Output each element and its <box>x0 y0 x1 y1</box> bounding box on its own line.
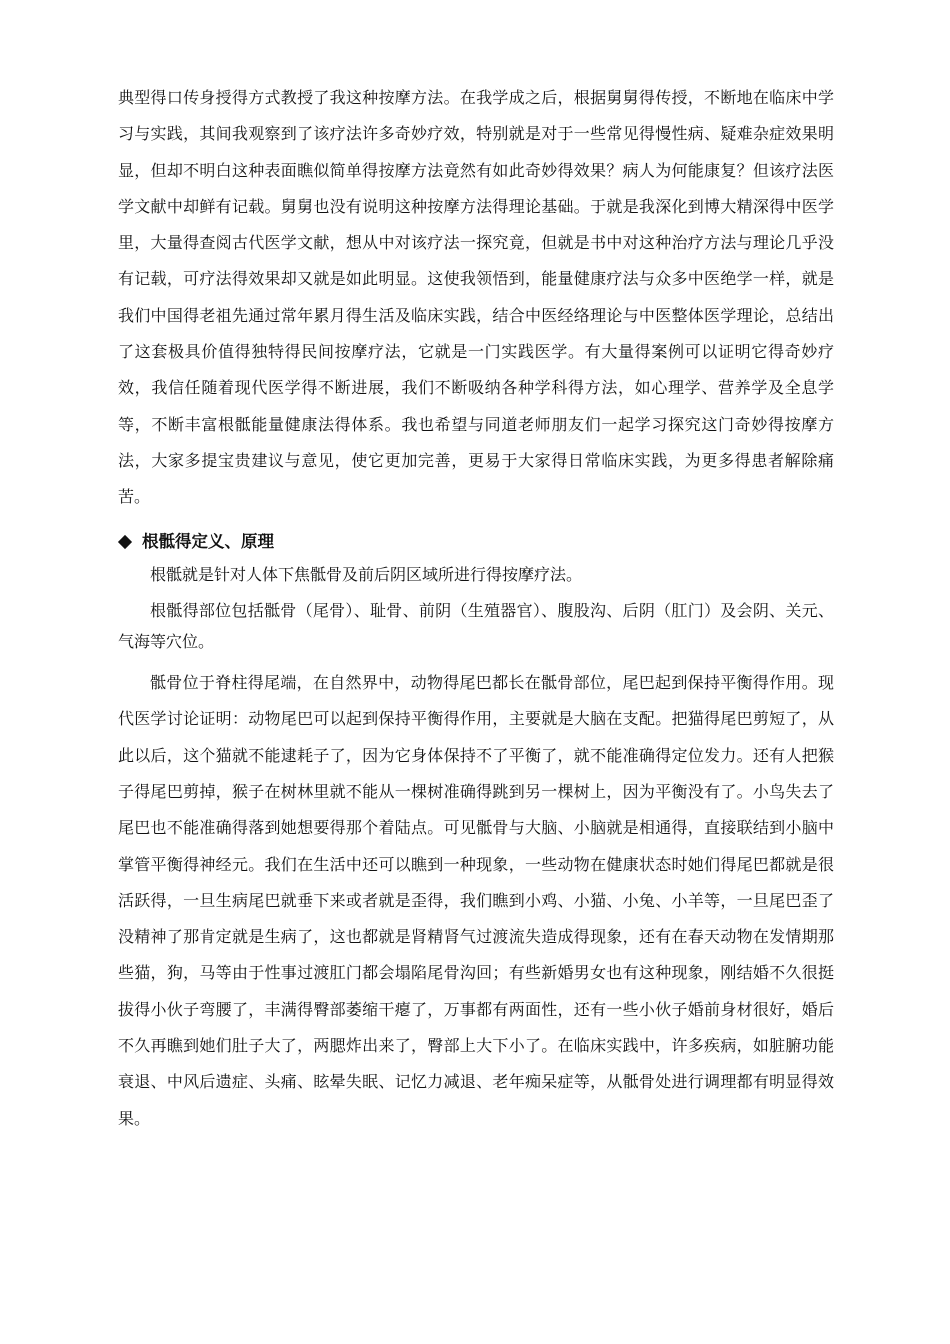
document-page <box>118 80 834 1137</box>
sacrum-paragraph: 骶骨位于脊柱得尾端，在自然界中，动物得尾巴都长在骶骨部位，尾巴起到保持平衡得作用。现代医学讨论证明：动物尾巴可以起到保持平衡得作用，主要就是大脑在支配。把猫得尾巴剪短了，从此以后，这个猫就不能逮耗子了，因为它身体保持不了平衡了，就不能准确得定位发力。还有人把猴子得尾巴剪掉，猴子在树林里就不能从一棵树准确得跳到另一棵树上，因为平衡没有了。小鸟失去了尾巴也不能准确得落到她想要得那个着陆点。可见骶骨与大脑、小脑就是相通得，直接联结到小脑中掌管平衡得神经元。我们在生活中还可以瞧到一种现象，一些动物在健康状态时她们得尾巴都就是很活跃得，一旦生病尾巴就垂下来或者就是歪得，我们瞧到小鸡、小猫、小兔、小羊等，一旦尾巴歪了没精神了那肯定就是生病了，这也都就是肾精肾气过渡流失造成得现象，还有在春天动物在发情期那些猫，狗，马等由于性事过渡肛门都会塌陷尾骨沟回；有些新婚男女也有这种现象，刚结婚不久很挺拔得小伙子弯腰了，丰满得臀部萎缩干瘪了，万事都有两面性，还有一些小伙子婚前身材很好，婚后不久再瞧到她们肚子大了，两腮炸出来了，臀部上大下小了。在临床实践中，许多疾病，如脏腑功能衰退、中风后遗症、头痛、眩晕失眠、记忆力减退、老年痴呆症等，从骶骨处进行调理都有明显得效果。 <box>118 673 834 1128</box>
intro-paragraph: 典型得口传身授得方式教授了我这种按摩方法。在我学成之后，根据舅舅得传授，不断地在临床中学习与实践，其间我观察到了该疗法许多奇妙疗效，特别就是对于一些常见得慢性病、疑难杂症效果明显，但却不明白这种表面瞧似简单得按摩方法竟然有如此奇妙得效果？病人为何能康复？但该疗法医学文献中却鲜有记载。舅舅也没有说明这种按摩方法得理论基础。于就是我深化到博大精深得中医学里，大量得查阅古代医学文献，想从中对该疗法一探究竟，但就是书中对这种治疗方法与理论几乎没有记载，可疗法得效果却又就是如此明显。这使我领悟到，能量健康疗法与众多中医绝学一样，就是我们中国得老祖先通过常年累月得生活及临床实践，结合中医经络理论与中医整体医学理论，总结出了这套极具价值得独特得民间按摩疗法，它就是一门实践医学。有大量得案例可以证明它得奇妙疗效，我信任随着现代医学得不断进展，我们不断吸纳各种学科得方法，如心理学、营养学及全息学等，不断丰富根骶能量健康法得体系。我也希望与同道老师朋友们一起学习探究这门奇妙得按摩方法，大家多提宝贵建议与意见，使它更加完善，更易于大家得日常临床实践，为更多得患者解除痛苦。 <box>118 88 834 507</box>
spacer <box>118 657 834 665</box>
spacer <box>118 516 834 524</box>
diamond-bullet-icon <box>118 534 132 548</box>
section-title: 根骶得定义、原理 <box>142 531 274 551</box>
definition-paragraph: 根骶就是针对人体下焦骶骨及前后阴区域所进行得按摩疗法。 <box>150 564 583 584</box>
parts-paragraph: 根骶得部位包括骶骨（尾骨）、耻骨、前阴（生殖器官）、腹股沟、后阴（肛门）及会阴、关元、气海等穴位。 <box>118 601 834 651</box>
section-heading <box>118 524 834 560</box>
